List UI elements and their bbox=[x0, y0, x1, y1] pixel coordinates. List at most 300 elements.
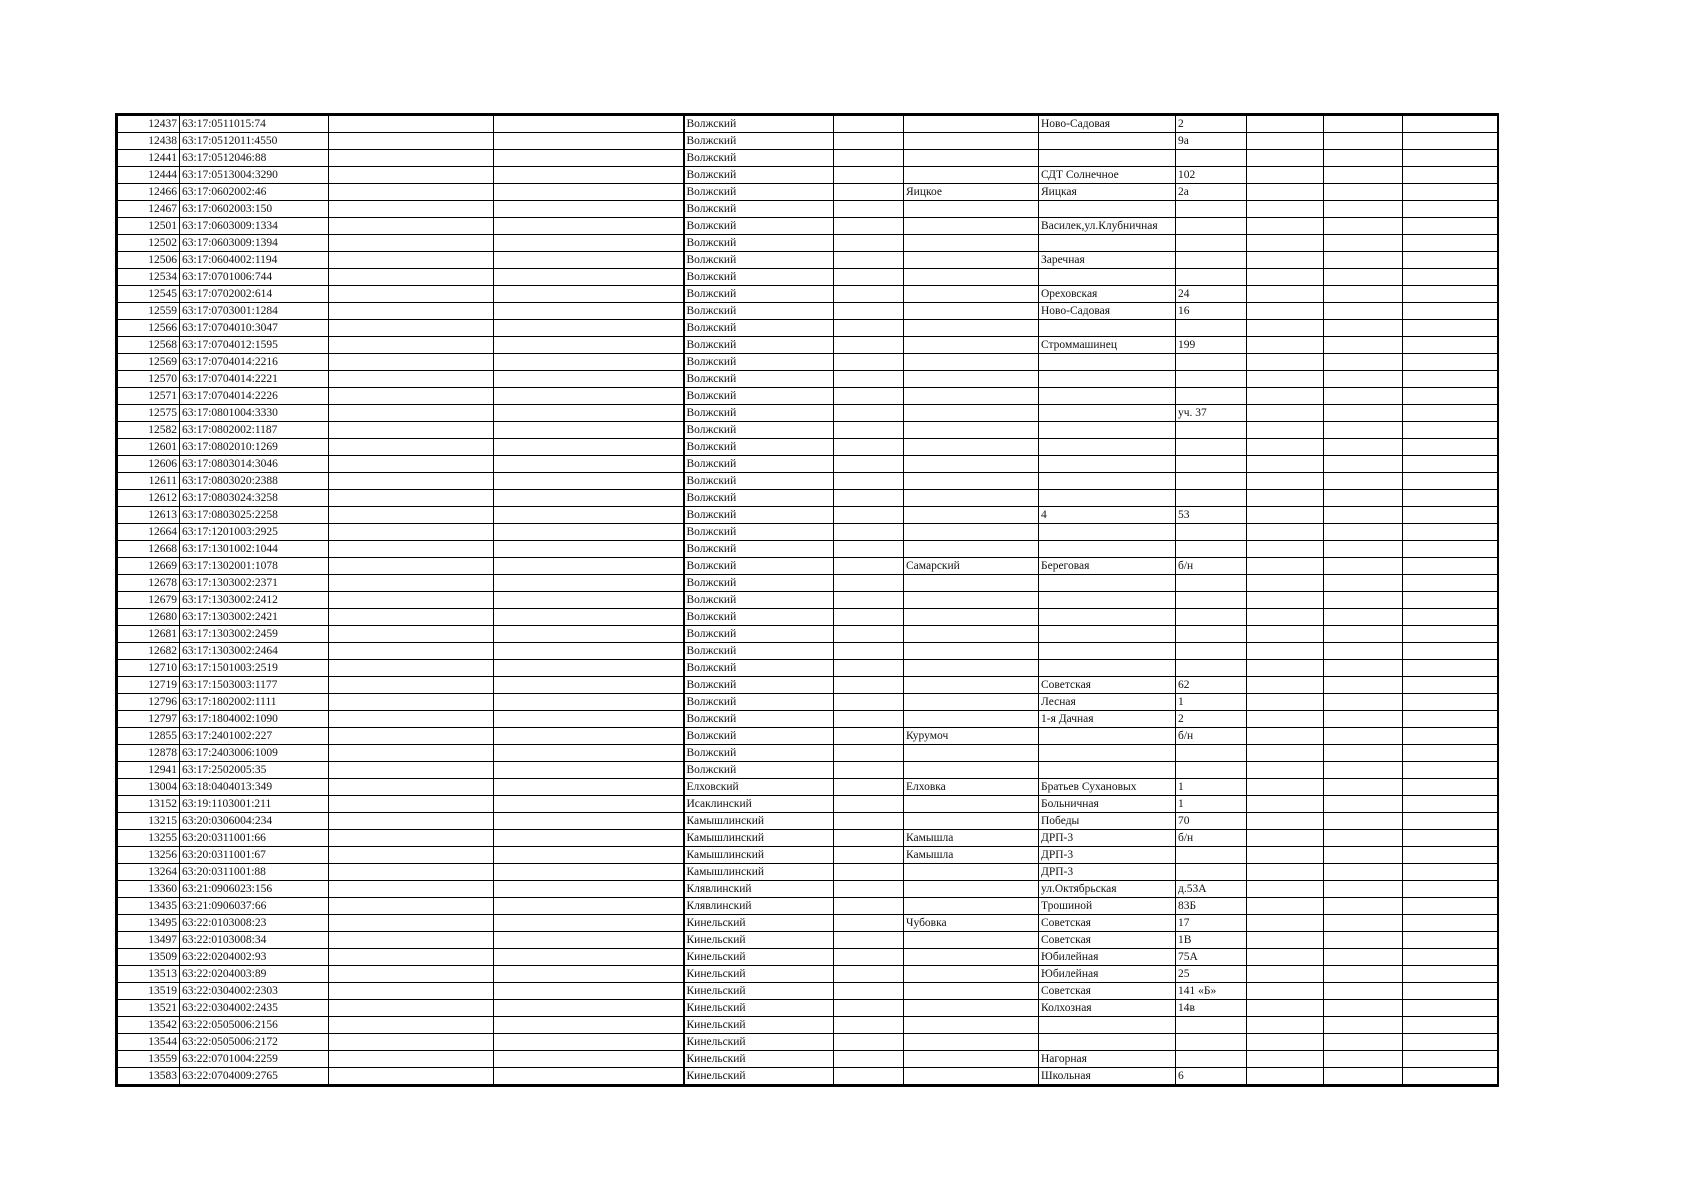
table-row bbox=[118, 983, 1498, 1000]
cell-settlement bbox=[904, 252, 1039, 269]
cell-settlement: Чубовка bbox=[904, 915, 1039, 932]
cell-col-4 bbox=[494, 354, 684, 371]
cell-col-10 bbox=[1247, 592, 1324, 609]
cell-house-number bbox=[1176, 575, 1247, 592]
table-row bbox=[118, 745, 1498, 762]
cell-street bbox=[1039, 592, 1176, 609]
cell-settlement bbox=[904, 337, 1039, 354]
cell-cadastral-number: 63:21:0906037:66 bbox=[180, 898, 329, 915]
cell-street: Строммашинец bbox=[1039, 337, 1176, 354]
table-row bbox=[118, 235, 1498, 252]
cell-row-number: 12878 bbox=[118, 745, 180, 762]
cell-street: Заречная bbox=[1039, 252, 1176, 269]
cell-col-6 bbox=[834, 983, 904, 1000]
cell-col-12 bbox=[1403, 575, 1498, 592]
cell-house-number: 83Б bbox=[1176, 898, 1247, 915]
cell-settlement bbox=[904, 932, 1039, 949]
cell-house-number: 1 bbox=[1176, 779, 1247, 796]
cell-col-11 bbox=[1324, 354, 1403, 371]
cell-col-12 bbox=[1403, 524, 1498, 541]
cell-col-12 bbox=[1403, 439, 1498, 456]
cell-street bbox=[1039, 524, 1176, 541]
cell-col-11 bbox=[1324, 473, 1403, 490]
cell-district: Волжский bbox=[684, 558, 834, 575]
cell-col-3 bbox=[329, 1000, 494, 1017]
cell-row-number: 12441 bbox=[118, 150, 180, 167]
cell-col-4 bbox=[494, 711, 684, 728]
cell-col-6 bbox=[834, 830, 904, 847]
cell-cadastral-number: 63:22:0704009:2765 bbox=[180, 1068, 329, 1085]
cell-house-number bbox=[1176, 218, 1247, 235]
cell-col-10 bbox=[1247, 354, 1324, 371]
cell-col-4 bbox=[494, 864, 684, 881]
cell-street: Трошиной bbox=[1039, 898, 1176, 915]
cell-col-12 bbox=[1403, 388, 1498, 405]
cell-col-6 bbox=[834, 490, 904, 507]
cell-col-10 bbox=[1247, 371, 1324, 388]
cell-col-12 bbox=[1403, 456, 1498, 473]
table-row bbox=[118, 592, 1498, 609]
cell-col-3 bbox=[329, 133, 494, 150]
cell-col-3 bbox=[329, 235, 494, 252]
cell-col-6 bbox=[834, 745, 904, 762]
cell-col-11 bbox=[1324, 558, 1403, 575]
cell-street: Ново-Садовая bbox=[1039, 303, 1176, 320]
cell-row-number: 13544 bbox=[118, 1034, 180, 1051]
cell-row-number: 13542 bbox=[118, 1017, 180, 1034]
cell-settlement bbox=[904, 541, 1039, 558]
cell-house-number bbox=[1176, 252, 1247, 269]
cell-col-3 bbox=[329, 439, 494, 456]
cell-col-12 bbox=[1403, 864, 1498, 881]
cell-col-6 bbox=[834, 303, 904, 320]
cell-row-number: 12571 bbox=[118, 388, 180, 405]
cell-col-11 bbox=[1324, 660, 1403, 677]
cell-col-12 bbox=[1403, 201, 1498, 218]
cell-row-number: 12606 bbox=[118, 456, 180, 473]
cell-col-4 bbox=[494, 575, 684, 592]
cell-row-number: 12669 bbox=[118, 558, 180, 575]
cell-cadastral-number: 63:17:0511015:74 bbox=[180, 116, 329, 133]
cell-col-6 bbox=[834, 167, 904, 184]
cell-col-4 bbox=[494, 626, 684, 643]
cell-house-number: 1 bbox=[1176, 694, 1247, 711]
cell-district: Волжский bbox=[684, 626, 834, 643]
cell-col-12 bbox=[1403, 898, 1498, 915]
cell-district: Волжский bbox=[684, 592, 834, 609]
table-row bbox=[118, 626, 1498, 643]
cell-district: Волжский bbox=[684, 711, 834, 728]
cell-district: Волжский bbox=[684, 116, 834, 133]
cell-col-12 bbox=[1403, 796, 1498, 813]
cell-settlement bbox=[904, 116, 1039, 133]
cell-col-10 bbox=[1247, 490, 1324, 507]
cell-house-number bbox=[1176, 847, 1247, 864]
cell-settlement bbox=[904, 286, 1039, 303]
cell-cadastral-number: 63:17:1303002:2459 bbox=[180, 626, 329, 643]
cell-col-10 bbox=[1247, 541, 1324, 558]
table-row bbox=[118, 558, 1498, 575]
cell-col-3 bbox=[329, 932, 494, 949]
cell-col-11 bbox=[1324, 898, 1403, 915]
cell-street: Ново-Садовая bbox=[1039, 116, 1176, 133]
cell-district: Волжский bbox=[684, 643, 834, 660]
cell-col-10 bbox=[1247, 932, 1324, 949]
cell-cadastral-number: 63:17:0803024:3258 bbox=[180, 490, 329, 507]
cell-settlement bbox=[904, 371, 1039, 388]
table-row bbox=[118, 643, 1498, 660]
cell-settlement bbox=[904, 677, 1039, 694]
cell-cadastral-number: 63:17:1303002:2464 bbox=[180, 643, 329, 660]
cell-row-number: 13215 bbox=[118, 813, 180, 830]
cell-row-number: 12569 bbox=[118, 354, 180, 371]
cell-col-4 bbox=[494, 184, 684, 201]
cell-row-number: 13004 bbox=[118, 779, 180, 796]
cell-col-12 bbox=[1403, 643, 1498, 660]
cell-col-4 bbox=[494, 405, 684, 422]
cell-col-6 bbox=[834, 184, 904, 201]
cell-col-12 bbox=[1403, 303, 1498, 320]
cell-col-3 bbox=[329, 864, 494, 881]
table-row bbox=[118, 252, 1498, 269]
cell-col-12 bbox=[1403, 286, 1498, 303]
table-row bbox=[118, 1068, 1498, 1085]
table-row bbox=[118, 371, 1498, 388]
table-row bbox=[118, 218, 1498, 235]
table-row bbox=[118, 660, 1498, 677]
cell-district: Волжский bbox=[684, 677, 834, 694]
cell-col-3 bbox=[329, 184, 494, 201]
cell-cadastral-number: 63:17:0704012:1595 bbox=[180, 337, 329, 354]
cell-col-12 bbox=[1403, 320, 1498, 337]
cell-col-11 bbox=[1324, 983, 1403, 1000]
cell-settlement: Самарский bbox=[904, 558, 1039, 575]
cell-col-10 bbox=[1247, 1068, 1324, 1085]
table-row bbox=[118, 473, 1498, 490]
cell-col-4 bbox=[494, 745, 684, 762]
cell-district: Волжский bbox=[684, 337, 834, 354]
cell-cadastral-number: 63:17:0802010:1269 bbox=[180, 439, 329, 456]
cell-row-number: 12570 bbox=[118, 371, 180, 388]
cell-settlement bbox=[904, 422, 1039, 439]
cell-col-12 bbox=[1403, 762, 1498, 779]
cell-col-10 bbox=[1247, 150, 1324, 167]
cell-col-3 bbox=[329, 524, 494, 541]
cell-col-6 bbox=[834, 269, 904, 286]
cell-col-3 bbox=[329, 337, 494, 354]
table-row bbox=[118, 1051, 1498, 1068]
cell-settlement bbox=[904, 762, 1039, 779]
table-row bbox=[118, 830, 1498, 847]
cell-settlement bbox=[904, 235, 1039, 252]
cell-col-10 bbox=[1247, 728, 1324, 745]
cell-cadastral-number: 63:17:0803025:2258 bbox=[180, 507, 329, 524]
cell-row-number: 13435 bbox=[118, 898, 180, 915]
cell-row-number: 12438 bbox=[118, 133, 180, 150]
cell-col-6 bbox=[834, 796, 904, 813]
cell-col-12 bbox=[1403, 150, 1498, 167]
cell-col-6 bbox=[834, 813, 904, 830]
cell-row-number: 12444 bbox=[118, 167, 180, 184]
cell-col-3 bbox=[329, 881, 494, 898]
cell-col-10 bbox=[1247, 864, 1324, 881]
cell-col-12 bbox=[1403, 966, 1498, 983]
cell-col-4 bbox=[494, 218, 684, 235]
cell-col-12 bbox=[1403, 983, 1498, 1000]
cell-col-6 bbox=[834, 1000, 904, 1017]
cell-col-11 bbox=[1324, 541, 1403, 558]
table-row bbox=[118, 932, 1498, 949]
cell-col-3 bbox=[329, 660, 494, 677]
cell-col-6 bbox=[834, 609, 904, 626]
cell-col-3 bbox=[329, 575, 494, 592]
cell-house-number: 62 bbox=[1176, 677, 1247, 694]
cell-col-11 bbox=[1324, 796, 1403, 813]
cell-col-3 bbox=[329, 813, 494, 830]
cell-settlement bbox=[904, 524, 1039, 541]
cell-col-10 bbox=[1247, 1017, 1324, 1034]
cell-row-number: 12680 bbox=[118, 609, 180, 626]
cell-settlement bbox=[904, 133, 1039, 150]
cell-district: Кинельский bbox=[684, 983, 834, 1000]
cell-house-number: 24 bbox=[1176, 286, 1247, 303]
cell-col-3 bbox=[329, 422, 494, 439]
cell-row-number: 12612 bbox=[118, 490, 180, 507]
cell-col-4 bbox=[494, 422, 684, 439]
cell-col-10 bbox=[1247, 745, 1324, 762]
cell-row-number: 12601 bbox=[118, 439, 180, 456]
cell-col-11 bbox=[1324, 1000, 1403, 1017]
cell-district: Волжский bbox=[684, 660, 834, 677]
cell-col-11 bbox=[1324, 626, 1403, 643]
cell-col-10 bbox=[1247, 218, 1324, 235]
cell-col-11 bbox=[1324, 524, 1403, 541]
cell-house-number bbox=[1176, 235, 1247, 252]
cell-col-11 bbox=[1324, 575, 1403, 592]
cell-col-4 bbox=[494, 201, 684, 218]
cell-col-12 bbox=[1403, 1017, 1498, 1034]
cell-cadastral-number: 63:17:1804002:1090 bbox=[180, 711, 329, 728]
cell-col-10 bbox=[1247, 762, 1324, 779]
cell-house-number: 6 bbox=[1176, 1068, 1247, 1085]
cell-cadastral-number: 63:17:0803014:3046 bbox=[180, 456, 329, 473]
cell-col-4 bbox=[494, 762, 684, 779]
cell-cadastral-number: 63:17:0603009:1394 bbox=[180, 235, 329, 252]
cell-col-3 bbox=[329, 694, 494, 711]
table-row bbox=[118, 1034, 1498, 1051]
cell-house-number bbox=[1176, 1017, 1247, 1034]
cell-col-4 bbox=[494, 269, 684, 286]
cell-col-12 bbox=[1403, 728, 1498, 745]
cell-col-11 bbox=[1324, 609, 1403, 626]
table-row bbox=[118, 711, 1498, 728]
cell-cadastral-number: 63:20:0311001:67 bbox=[180, 847, 329, 864]
cell-col-10 bbox=[1247, 779, 1324, 796]
cell-row-number: 12679 bbox=[118, 592, 180, 609]
cell-district: Камышлинский bbox=[684, 830, 834, 847]
cell-col-10 bbox=[1247, 133, 1324, 150]
cell-col-12 bbox=[1403, 1034, 1498, 1051]
cell-cadastral-number: 63:17:1301002:1044 bbox=[180, 541, 329, 558]
cell-col-12 bbox=[1403, 116, 1498, 133]
cell-street: Яицкая bbox=[1039, 184, 1176, 201]
cell-col-12 bbox=[1403, 473, 1498, 490]
cell-house-number bbox=[1176, 473, 1247, 490]
cell-settlement bbox=[904, 983, 1039, 1000]
cell-col-11 bbox=[1324, 643, 1403, 660]
table-row bbox=[118, 915, 1498, 932]
cell-cadastral-number: 63:17:0801004:3330 bbox=[180, 405, 329, 422]
cell-settlement bbox=[904, 507, 1039, 524]
cell-col-3 bbox=[329, 609, 494, 626]
cell-col-3 bbox=[329, 983, 494, 1000]
cell-cadastral-number: 63:21:0906023:156 bbox=[180, 881, 329, 898]
cell-col-10 bbox=[1247, 1034, 1324, 1051]
table-row bbox=[118, 388, 1498, 405]
cell-col-10 bbox=[1247, 337, 1324, 354]
cell-col-10 bbox=[1247, 694, 1324, 711]
cell-col-10 bbox=[1247, 1051, 1324, 1068]
cell-cadastral-number: 63:17:0704010:3047 bbox=[180, 320, 329, 337]
cell-col-10 bbox=[1247, 966, 1324, 983]
cell-settlement bbox=[904, 881, 1039, 898]
table-row bbox=[118, 269, 1498, 286]
cell-col-11 bbox=[1324, 711, 1403, 728]
cell-col-3 bbox=[329, 167, 494, 184]
cell-row-number: 12941 bbox=[118, 762, 180, 779]
cell-district: Елховский bbox=[684, 779, 834, 796]
cell-col-11 bbox=[1324, 133, 1403, 150]
cell-col-6 bbox=[834, 235, 904, 252]
cell-cadastral-number: 63:22:0204003:89 bbox=[180, 966, 329, 983]
table-row bbox=[118, 898, 1498, 915]
cell-street: СДТ Солнечное bbox=[1039, 167, 1176, 184]
cell-house-number: 14в bbox=[1176, 1000, 1247, 1017]
cell-col-4 bbox=[494, 558, 684, 575]
cell-col-3 bbox=[329, 354, 494, 371]
cell-col-11 bbox=[1324, 779, 1403, 796]
cell-house-number: 70 bbox=[1176, 813, 1247, 830]
cell-col-4 bbox=[494, 694, 684, 711]
cell-street bbox=[1039, 1017, 1176, 1034]
cell-col-4 bbox=[494, 150, 684, 167]
cell-street bbox=[1039, 133, 1176, 150]
cell-col-4 bbox=[494, 456, 684, 473]
cell-settlement bbox=[904, 269, 1039, 286]
cell-col-4 bbox=[494, 1017, 684, 1034]
cell-col-12 bbox=[1403, 371, 1498, 388]
cell-district: Волжский bbox=[684, 286, 834, 303]
cell-street: Нагорная bbox=[1039, 1051, 1176, 1068]
table-row bbox=[118, 354, 1498, 371]
cell-cadastral-number: 63:17:0512011:4550 bbox=[180, 133, 329, 150]
cell-col-4 bbox=[494, 847, 684, 864]
cell-street bbox=[1039, 405, 1176, 422]
cell-col-3 bbox=[329, 558, 494, 575]
cell-settlement bbox=[904, 405, 1039, 422]
table-row bbox=[118, 201, 1498, 218]
cell-row-number: 12545 bbox=[118, 286, 180, 303]
cell-col-11 bbox=[1324, 303, 1403, 320]
cell-col-6 bbox=[834, 286, 904, 303]
cell-col-11 bbox=[1324, 864, 1403, 881]
cell-house-number bbox=[1176, 643, 1247, 660]
cell-col-10 bbox=[1247, 286, 1324, 303]
cell-cadastral-number: 63:17:0512046:88 bbox=[180, 150, 329, 167]
cell-col-12 bbox=[1403, 1068, 1498, 1085]
cell-col-12 bbox=[1403, 354, 1498, 371]
cell-col-12 bbox=[1403, 694, 1498, 711]
cell-district: Клявлинский bbox=[684, 881, 834, 898]
cell-cadastral-number: 63:17:1303002:2412 bbox=[180, 592, 329, 609]
cell-col-10 bbox=[1247, 235, 1324, 252]
cell-col-6 bbox=[834, 626, 904, 643]
cell-col-4 bbox=[494, 881, 684, 898]
cell-cadastral-number: 63:17:1503003:1177 bbox=[180, 677, 329, 694]
cell-cadastral-number: 63:22:0304002:2303 bbox=[180, 983, 329, 1000]
cell-cadastral-number: 63:17:0602003:150 bbox=[180, 201, 329, 218]
cell-col-3 bbox=[329, 711, 494, 728]
cell-col-11 bbox=[1324, 286, 1403, 303]
cell-col-6 bbox=[834, 201, 904, 218]
cell-col-4 bbox=[494, 252, 684, 269]
cell-col-10 bbox=[1247, 201, 1324, 218]
cell-col-3 bbox=[329, 303, 494, 320]
cell-col-10 bbox=[1247, 116, 1324, 133]
cell-street: ДРП-3 bbox=[1039, 847, 1176, 864]
cell-col-10 bbox=[1247, 677, 1324, 694]
cell-house-number: 25 bbox=[1176, 966, 1247, 983]
cell-col-10 bbox=[1247, 524, 1324, 541]
cell-col-12 bbox=[1403, 711, 1498, 728]
cell-col-12 bbox=[1403, 218, 1498, 235]
cell-house-number: б/н bbox=[1176, 830, 1247, 847]
cell-cadastral-number: 63:20:0306004:234 bbox=[180, 813, 329, 830]
cell-settlement bbox=[904, 354, 1039, 371]
cell-settlement bbox=[904, 643, 1039, 660]
cell-col-11 bbox=[1324, 456, 1403, 473]
cell-cadastral-number: 63:17:2403006:1009 bbox=[180, 745, 329, 762]
cell-col-4 bbox=[494, 473, 684, 490]
cell-street: ДРП-3 bbox=[1039, 830, 1176, 847]
cell-col-6 bbox=[834, 473, 904, 490]
cell-col-3 bbox=[329, 847, 494, 864]
cell-col-6 bbox=[834, 762, 904, 779]
cell-col-10 bbox=[1247, 660, 1324, 677]
cell-col-3 bbox=[329, 490, 494, 507]
table-row bbox=[118, 150, 1498, 167]
cell-house-number: б/н bbox=[1176, 558, 1247, 575]
cell-settlement bbox=[904, 218, 1039, 235]
cell-col-11 bbox=[1324, 150, 1403, 167]
cell-street: Советская bbox=[1039, 932, 1176, 949]
cell-col-6 bbox=[834, 405, 904, 422]
cell-col-3 bbox=[329, 252, 494, 269]
cell-col-3 bbox=[329, 456, 494, 473]
cell-col-12 bbox=[1403, 677, 1498, 694]
cell-col-6 bbox=[834, 439, 904, 456]
cell-row-number: 13495 bbox=[118, 915, 180, 932]
cell-row-number: 12613 bbox=[118, 507, 180, 524]
cell-col-6 bbox=[834, 558, 904, 575]
cell-cadastral-number: 63:22:0701004:2259 bbox=[180, 1051, 329, 1068]
cell-district: Волжский bbox=[684, 728, 834, 745]
cell-col-12 bbox=[1403, 915, 1498, 932]
cell-col-3 bbox=[329, 150, 494, 167]
table-row bbox=[118, 337, 1498, 354]
cell-settlement bbox=[904, 388, 1039, 405]
cell-house-number bbox=[1176, 541, 1247, 558]
